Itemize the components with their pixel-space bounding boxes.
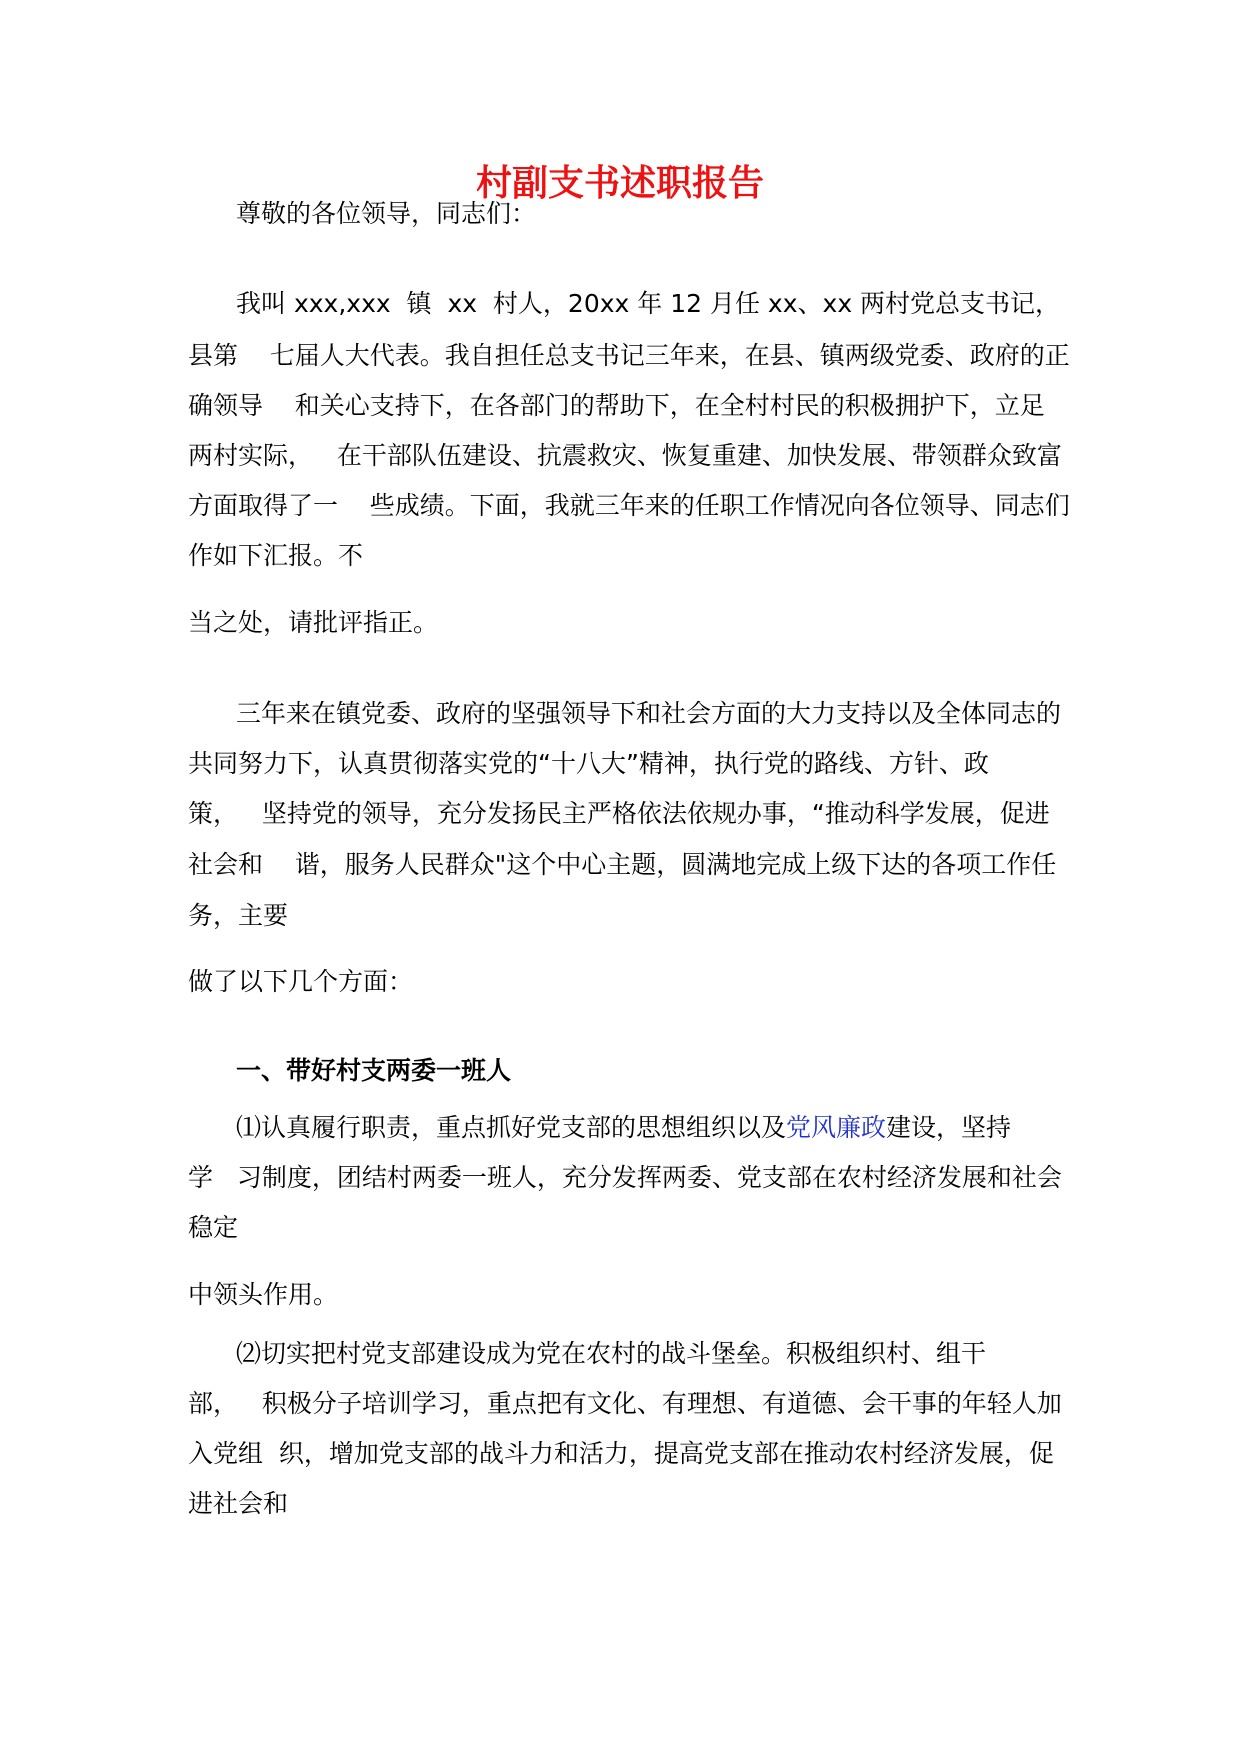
item-2-line-1: ⑵切实把村党支部建设成为党在农村的战斗堡垒。积极组织村、组干 [236,1339,987,1368]
paragraph-1-line-3: 确领导 和关心支持下，在各部门的帮助下，在全村村民的积极拥护下，立足 [188,391,1045,420]
item-2-line-3: 入党组 织，增加党支部的战斗力和活力，提高党支部在推动农村经济发展，促 [188,1439,1054,1468]
item-1-line-1-prefix: ⑴认真履行职责，重点抓好党支部的思想组织以及 [236,1113,787,1142]
item-1-line-2: 学 习制度，团结村两委一班人，充分发挥两委、党支部在农村经济发展和社会 [188,1163,1062,1192]
paragraph-2-line-4: 社会和 谐，服务人民群众"这个中心主题，圆满地完成上级下达的各项工作任 [188,850,1057,879]
item-1-line-1 [236,1111,1011,1145]
paragraph-2-line-5: 务，主要 [188,901,289,930]
section-1-heading: 一、带好村支两委一班人 [236,1056,512,1085]
item-2-line-2: 部， 积极分子培训学习，重点把有文化、有理想、有道德、会干事的年轻人加 [188,1389,1062,1418]
paragraph-2-line-3: 策， 坚持党的领导，充分发扬民主严格依法依规办事，“推动科学发展，促进 [188,799,1050,828]
paragraph-2-line-2: 共同努力下，认真贯彻落实党的“十八大”精神，执行党的路线、方针、政 [188,749,989,778]
party-integrity-link[interactable]: 党风廉政 [786,1113,887,1142]
paragraph-1-line-6: 作如下汇报。不 [188,541,364,570]
item-1-line-1-suffix: 建设，坚持 [886,1113,1012,1142]
greeting: 尊敬的各位领导，同志们： [236,199,537,228]
paragraph-1-line-2: 县第 七届人大代表。我自担任总支书记三年来，在县、镇两级党委、政府的正 [188,341,1070,370]
item-1-tail: 中领头作用。 [188,1280,339,1309]
item-1-line-3: 稳定 [188,1213,239,1242]
paragraph-1-line-1: 我叫 xxx,xxx 镇 xx 村人，20xx 年 12 月任 xx、xx 两村党总支书记， [236,289,1061,318]
paragraph-1-line-5: 方面取得了一 些成绩。下面，我就三年来的任职工作情况向各位领导、同志们 [188,491,1070,520]
paragraph-1-tail: 当之处，请批评指正。 [188,608,439,637]
document-title: 村副支书述职报告 [475,163,764,204]
paragraph-2-tail: 做了以下几个方面： [188,967,414,996]
item-2-line-4: 进社会和 [188,1489,289,1518]
paragraph-1-line-4: 两村实际， 在干部队伍建设、抗震救灾、恢复重建、加快发展、带领群众致富 [188,441,1062,470]
paragraph-2-line-1: 三年来在镇党委、政府的坚强领导下和社会方面的大力支持以及全体同志的 [236,699,1062,728]
